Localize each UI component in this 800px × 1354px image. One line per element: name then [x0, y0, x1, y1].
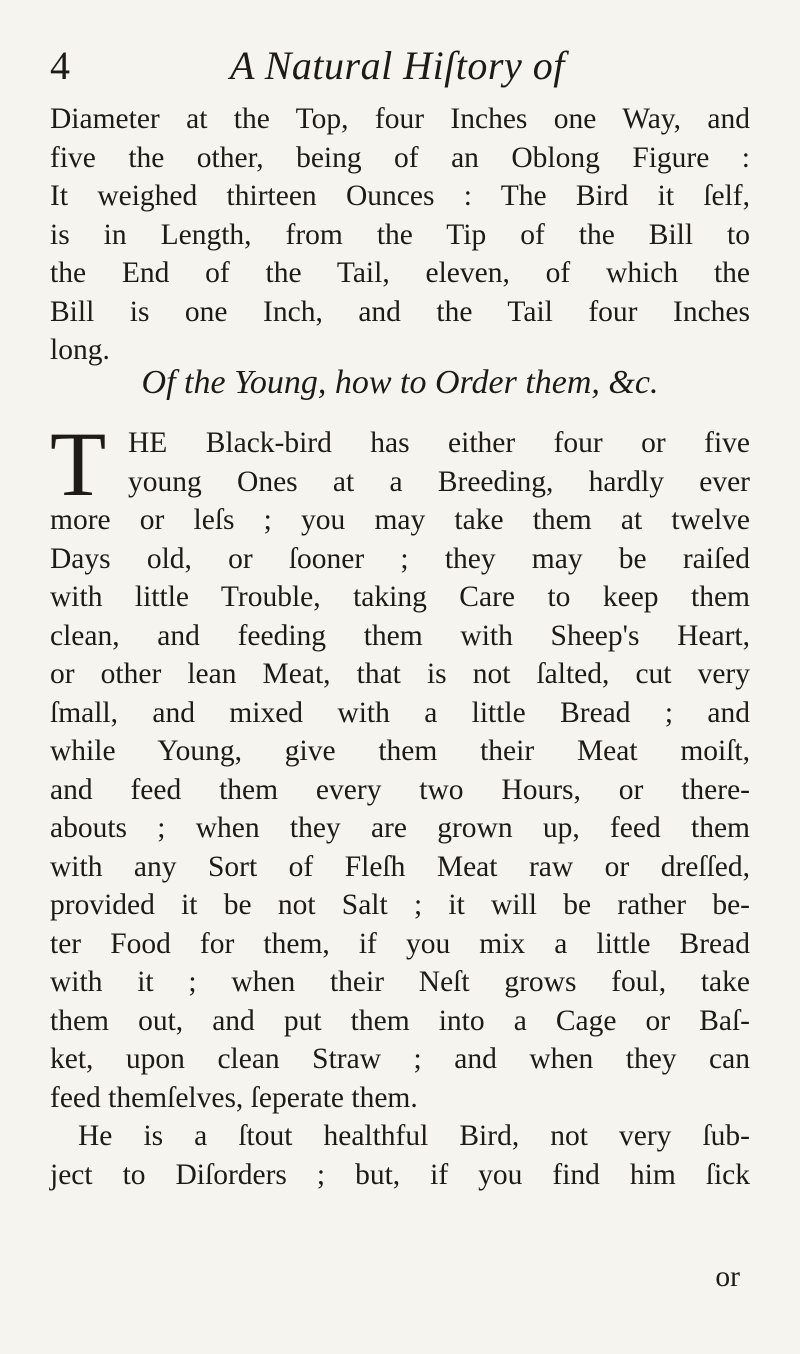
text-line: provided it be not Salt ; it will be rather be- — [50, 889, 750, 921]
text-line: abouts ; when they are grown up, feed them — [50, 812, 750, 844]
text-line: long. — [50, 334, 110, 366]
text-line: ket, upon clean Straw ; and when they can — [50, 1043, 750, 1075]
text-line: HE Black-bird has either four or five — [128, 427, 750, 459]
text-line: while Young, give them their Meat moiſt, — [50, 735, 750, 767]
text-line: them out, and put them into a Cage or Baſ- — [50, 1004, 750, 1037]
text-line: or other lean Meat, that is not ſalted, cut very — [50, 658, 750, 690]
page-header — [50, 38, 750, 98]
continuation-text — [50, 100, 750, 370]
page-number: 4 — [50, 43, 70, 88]
text-line: ſmall, and mixed with a little Bread ; and — [50, 696, 750, 729]
text-line: Days old, or ſooner ; they may be raiſed — [50, 542, 750, 575]
section-heading: Of the Young, how to Order them, &c. — [141, 364, 659, 401]
text-line: the End of the Tail, eleven, of which the — [50, 257, 750, 289]
text-line: He is a ſtout healthful Bird, not very ſub- — [78, 1120, 750, 1152]
running-title: A Natural Hiſtory of — [230, 43, 565, 88]
text-line: and feed them every two Hours, or there- — [50, 773, 750, 806]
text-line: with it ; when their Neſt grows foul, take — [50, 966, 750, 998]
text-line: ject to Diſorders ; but, if you find him ſick — [50, 1158, 750, 1191]
text-line: It weighed thirteen Ounces : The Bird it ſelf, — [50, 180, 750, 212]
text-line: feed themſelves, ſeperate them. — [50, 1081, 418, 1114]
text-line: is in Length, from the Tip of the Bill to — [50, 218, 750, 251]
text-line: young Ones at a Breeding, hardly ever — [128, 465, 750, 498]
main-paragraph — [50, 413, 750, 1194]
text-line: clean, and feeding them with Sheep's Heart, — [50, 619, 750, 652]
catchword: or — [715, 1261, 740, 1293]
text-line: with any Sort of Fleſh Meat raw or dreſſed, — [50, 850, 750, 883]
text-line: ter Food for them, if you mix a little Bread — [50, 927, 750, 960]
text-line: five the other, being of an Oblong Figure : — [50, 141, 750, 174]
text-line: Diameter at the Top, four Inches one Way, and — [50, 103, 750, 135]
text-line: more or leſs ; you may take them at twelve — [50, 504, 750, 536]
text-line: Bill is one Inch, and the Tail four Inches — [50, 295, 750, 328]
drop-cap: T — [50, 413, 107, 515]
text-line: with little Trouble, taking Care to keep them — [50, 581, 750, 613]
